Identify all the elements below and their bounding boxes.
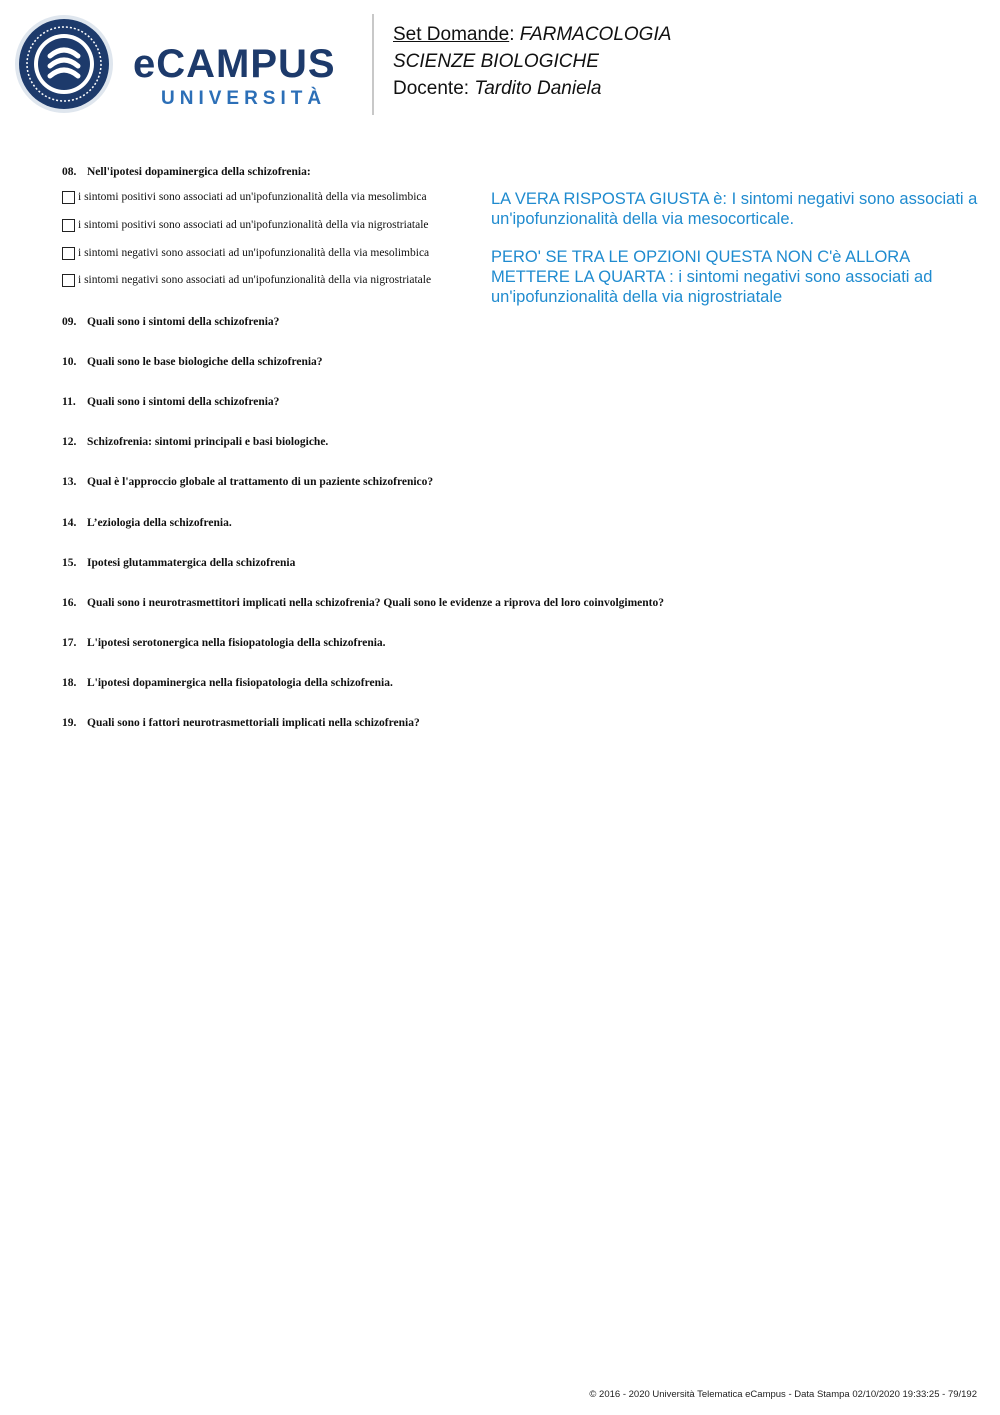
- question-number: 10.: [62, 356, 77, 368]
- option-4[interactable]: [62, 272, 431, 288]
- question-number: 16.: [62, 597, 77, 609]
- question-number: 11.: [62, 396, 76, 408]
- question-number: 15.: [62, 557, 77, 569]
- page-header: [0, 0, 1000, 130]
- checkbox[interactable]: [62, 191, 75, 204]
- question-17: [62, 636, 386, 650]
- option-text: i sintomi positivi sono associati ad un'ipofunzionalità della via mesolimbica: [78, 191, 427, 203]
- question-10: [62, 355, 323, 369]
- option-2[interactable]: [62, 217, 429, 233]
- set-label: Set Domande: [393, 24, 510, 45]
- question-number: 14.: [62, 517, 77, 529]
- question-text: Quali sono i neurotrasmettitori implicati nella schizofrenia? Quali sono le evidenze a riprova del loro coinvolgimento?: [87, 597, 664, 609]
- question-13: [62, 475, 433, 489]
- question-text: L’eziologia della schizofrenia.: [87, 517, 232, 529]
- page-footer: © 2016 - 2020 Università Telematica eCampus - Data Stampa 02/10/2020 19:33:25 - 79/192: [589, 1389, 977, 1400]
- checkbox[interactable]: [62, 247, 75, 260]
- question-number: 08.: [62, 166, 77, 178]
- question-18: [62, 676, 393, 690]
- question-number: 19.: [62, 717, 77, 729]
- option-3[interactable]: [62, 245, 429, 261]
- option-text: i sintomi positivi sono associati ad un'ipofunzionalità della via nigrostriatale: [78, 219, 429, 231]
- question-text: Quali sono i sintomi della schizofrenia?: [87, 316, 280, 328]
- answer-note-fallback: PERO' SE TRA LE OPZIONI QUESTA NON C'è ALLORA METTERE LA QUARTA : i sintomi negativi sono associati ad un'ipofunzionalità della via nigrostriatale: [491, 248, 933, 306]
- question-number: 09.: [62, 316, 77, 328]
- option-text: i sintomi negativi sono associati ad un'ipofunzionalità della via nigrostriatale: [78, 274, 432, 286]
- question-text: Ipotesi glutammatergica della schizofrenia: [87, 557, 296, 569]
- question-11: [62, 395, 279, 409]
- question-number: 12.: [62, 436, 77, 448]
- question-text: Nell'ipotesi dopaminergica della schizofrenia:: [87, 166, 311, 178]
- question-number: 18.: [62, 677, 77, 689]
- brand-name: eCAMPUS: [133, 42, 336, 86]
- question-08: [62, 165, 311, 179]
- question-19: [62, 716, 420, 730]
- question-number: 17.: [62, 637, 77, 649]
- question-text: L'ipotesi dopaminergica nella fisiopatologia della schizofrenia.: [87, 677, 393, 689]
- header-divider: [372, 14, 374, 115]
- question-09: [62, 315, 279, 329]
- docente-line: [393, 77, 601, 101]
- question-text: Qual è l'approccio globale al trattamento di un paziente schizofrenico?: [87, 476, 434, 488]
- docente-name: Tardito Daniela: [474, 78, 602, 99]
- set-domande-line: [393, 23, 671, 47]
- question-text: L'ipotesi serotonergica nella fisiopatologia della schizofrenia.: [87, 637, 386, 649]
- docente-label: Docente:: [393, 78, 475, 99]
- question-text: Schizofrenia: sintomi principali e basi biologiche.: [87, 436, 329, 448]
- option-1[interactable]: [62, 189, 427, 205]
- ecampus-wordmark: [133, 40, 363, 115]
- question-16: [62, 596, 664, 610]
- set-value: FARMACOLOGIA: [519, 24, 672, 45]
- ecampus-seal-logo: [14, 14, 114, 114]
- question-text: Quali sono i fattori neurotrasmettoriali implicati nella schizofrenia?: [87, 717, 420, 729]
- brand-subtitle: UNIVERSITÀ: [161, 88, 327, 109]
- checkbox[interactable]: [62, 274, 75, 287]
- option-text: i sintomi negativi sono associati ad un'ipofunzionalità della via mesolimbica: [78, 247, 430, 259]
- question-15: [62, 556, 295, 570]
- question-number: 13.: [62, 476, 77, 488]
- question-12: [62, 435, 328, 449]
- course-name: SCIENZE BIOLOGICHE: [393, 51, 599, 72]
- set-separator: :: [509, 24, 520, 45]
- question-14: [62, 516, 232, 530]
- question-text: Quali sono i sintomi della schizofrenia?: [87, 396, 280, 408]
- answer-note-primary: LA VERA RISPOSTA GIUSTA è: I sintomi negativi sono associati a un'ipofunzionalità della via mesocorticale.: [491, 190, 978, 228]
- course-line: [393, 50, 599, 74]
- checkbox[interactable]: [62, 219, 75, 232]
- question-text: Quali sono le base biologiche della schizofrenia?: [87, 356, 323, 368]
